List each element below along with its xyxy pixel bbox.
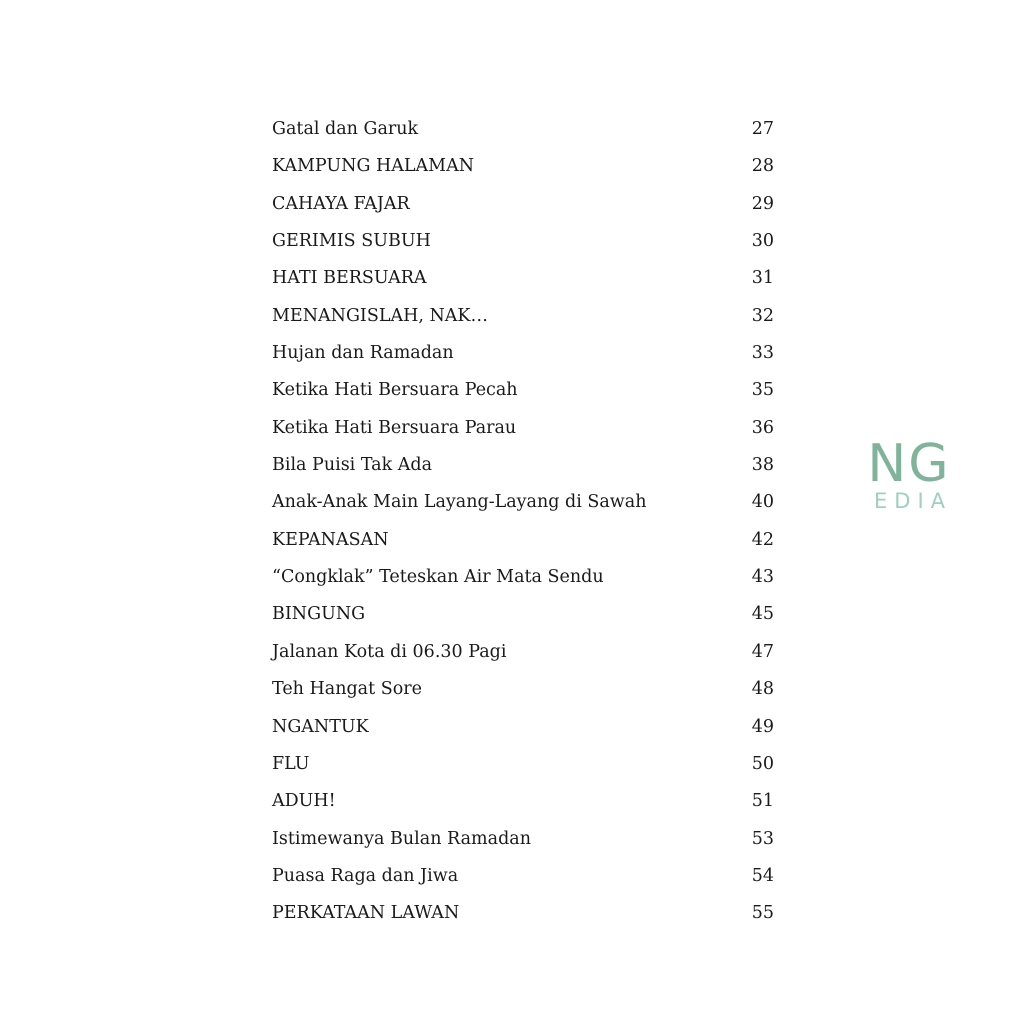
toc-page-number: 53 xyxy=(751,828,774,849)
toc-entry xyxy=(272,223,776,260)
toc-title: Ketika Hati Bersuara Parau xyxy=(272,417,517,438)
toc-title: Istimewanya Bulan Ramadan xyxy=(272,828,531,849)
toc-page-number: 31 xyxy=(751,268,774,289)
toc-entry xyxy=(272,186,776,223)
toc-page-number: 38 xyxy=(751,455,774,476)
toc-title: “Congklak” Teteskan Air Mata Sendu xyxy=(272,567,604,588)
toc-entry xyxy=(272,709,776,746)
toc-entry xyxy=(272,372,776,409)
toc-entry xyxy=(272,522,776,559)
toc-page-number: 29 xyxy=(751,193,774,214)
toc-entry xyxy=(272,671,776,708)
toc-title: Ketika Hati Bersuara Pecah xyxy=(272,380,518,401)
toc-title: HATI BERSUARA xyxy=(272,268,427,289)
toc-title: Hujan dan Ramadan xyxy=(272,343,454,364)
toc-title: GERIMIS SUBUH xyxy=(272,231,431,252)
toc-page-number: 50 xyxy=(751,753,774,774)
toc-page-number: 35 xyxy=(751,380,774,401)
toc-page-number: 40 xyxy=(751,492,774,513)
toc-entry xyxy=(272,111,776,148)
toc-entry xyxy=(272,858,776,895)
toc-entry xyxy=(272,634,776,671)
toc-title: PERKATAAN LAWAN xyxy=(272,903,460,924)
toc-page-number: 28 xyxy=(751,156,774,177)
toc-title: Gatal dan Garuk xyxy=(272,119,419,139)
toc-title: Puasa Raga dan Jiwa xyxy=(272,865,459,886)
toc-title: NGANTUK xyxy=(272,716,369,737)
toc-entry xyxy=(272,895,776,932)
toc-entry xyxy=(272,596,776,633)
toc-title: Bila Puisi Tak Ada xyxy=(272,455,433,476)
toc-page-number: 33 xyxy=(751,343,774,364)
toc-page-number: 51 xyxy=(751,791,774,812)
toc-page-number: 47 xyxy=(751,641,774,662)
toc-page-number: 45 xyxy=(751,604,774,625)
table-of-contents xyxy=(272,111,776,933)
toc-page-number: 32 xyxy=(751,305,774,326)
toc-title: ADUH! xyxy=(272,791,336,812)
toc-page-number: 27 xyxy=(751,119,774,139)
toc-entry xyxy=(272,148,776,185)
toc-title: FLU xyxy=(272,753,310,774)
toc-title: KEPANASAN xyxy=(272,529,389,550)
toc-entry xyxy=(272,746,776,783)
toc-page-number: 49 xyxy=(751,716,774,737)
toc-entry xyxy=(272,335,776,372)
toc-page-number: 43 xyxy=(751,567,774,588)
logo-text-bottom: EDIA xyxy=(874,489,952,513)
toc-entry xyxy=(272,298,776,335)
toc-entry xyxy=(272,410,776,447)
toc-title: Teh Hangat Sore xyxy=(272,679,422,700)
toc-title: Jalanan Kota di 06.30 Pagi xyxy=(272,641,507,662)
toc-page-number: 48 xyxy=(751,679,774,700)
toc-entry xyxy=(272,821,776,858)
toc-entry xyxy=(272,783,776,820)
toc-title: KAMPUNG HALAMAN xyxy=(272,156,475,177)
toc-title: CAHAYA FAJAR xyxy=(272,193,410,214)
toc-page-number: 55 xyxy=(751,903,774,924)
toc-page-number: 30 xyxy=(751,231,774,252)
publisher-logo xyxy=(864,434,954,513)
toc-page-number: 42 xyxy=(751,529,774,550)
toc-entry xyxy=(272,260,776,297)
toc-entry xyxy=(272,484,776,521)
toc-title: MENANGISLAH, NAK… xyxy=(272,305,489,326)
toc-entry xyxy=(272,447,776,484)
toc-title: BINGUNG xyxy=(272,604,366,625)
toc-page-number: 36 xyxy=(751,417,774,438)
toc-page-number: 54 xyxy=(751,865,774,886)
toc-entry xyxy=(272,559,776,596)
toc-title: Anak-Anak Main Layang-Layang di Sawah xyxy=(272,492,647,513)
logo-text-top: NG xyxy=(867,434,951,494)
